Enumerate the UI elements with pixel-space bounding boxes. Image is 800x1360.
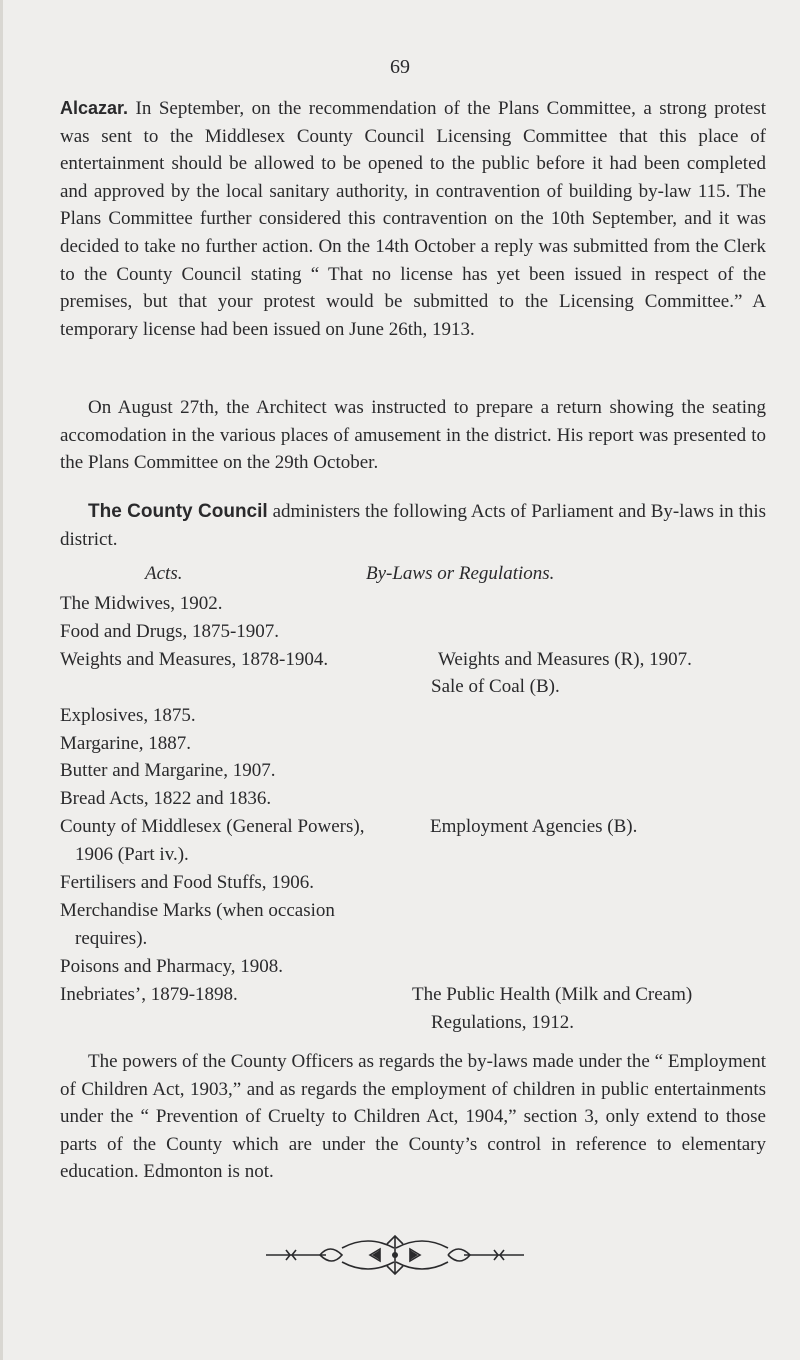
alcazar-heading: Alcazar. (60, 98, 129, 118)
spacer (60, 674, 400, 702)
act-item-continuation: requires). (75, 927, 148, 949)
powers-paragraph: The powers of the County Officers as regards the by-laws made under the “ Employment of Children Act, 1903,” and as regards the employment of children in public entertainments under the “ Prevention of Cruelty to Children Act, 1904,” section 3, only extend to those parts of the County which are under the County’s control in reference to elementary education. Edmonton is not. (60, 1051, 766, 1183)
bylaw-item: Sale of Coal (B). (431, 676, 560, 697)
bylaw-item: Weights and Measures (R), 1907. (438, 649, 692, 670)
act-item: Inebriates’, 1879-1898. (60, 983, 238, 1005)
county-council-text: administers the following Acts of Parliament and By-laws in this district. (60, 501, 767, 550)
act-item: Food and Drugs, 1875-1907. (60, 620, 280, 642)
alcazar-text: In September, on the recommendation of the Plans Committee, a strong protest was sent to the Middlesex County Council Licensing Committee that this place of entertainment should be allowed to be opened to the public before it had been completed and approved by the local sanitary authority, in contravention of building by-law 115. The Plans Committee further considered this contravention on the 10th September, and it was decided to take no further action. On the 14th October a reply was submitted from the Clerk to the County Council stating “ That no license has yet been issued in respect of the premises, but that your protest would be submitted to the Licensing Committee.” A temporary license had been issued on June 26th, 1913. (60, 98, 766, 340)
act-item: Butter and Margarine, 1907. (60, 760, 276, 782)
page-number: 69 (390, 56, 410, 78)
act-item: Bread Acts, 1822 and 1836. (60, 788, 272, 810)
binding-edge (0, 0, 3, 1360)
act-item: Merchandise Marks (when occasion (60, 899, 335, 921)
act-item: Weights and Measures, 1878-1904. (60, 648, 329, 670)
act-item-continuation: 1906 (Part iv.). (75, 844, 189, 866)
bylaw-item: The Public Health (Milk and Cream) (412, 984, 693, 1005)
act-item: Poisons and Pharmacy, 1908. (60, 955, 284, 977)
act-item: County of Middlesex (General Powers), (60, 816, 365, 838)
act-item: Fertilisers and Food Stuffs, 1906. (60, 872, 315, 894)
acts-list (60, 590, 400, 1009)
county-council-heading: The County Council (88, 501, 268, 522)
act-item: Explosives, 1875. (60, 704, 196, 726)
acts-column-heading: Acts. (145, 563, 183, 584)
bylaws-column-heading: By-Laws or Regulations. (366, 563, 555, 584)
seating-paragraph: On August 27th, the Architect was instructed to prepare a return showing the seating accomodation in the various places of amusement in the district. His report was presented to the Plans Committee on the 29th October. (60, 397, 766, 474)
bylaw-item-continuation: Regulations, 1912. (431, 1012, 575, 1033)
ornament-divider-icon (262, 1230, 528, 1280)
bylaw-item: Employment Agencies (B). (430, 816, 638, 837)
act-item: Margarine, 1887. (60, 732, 192, 754)
alcazar-paragraph (60, 95, 766, 343)
county-council-paragraph (60, 498, 766, 553)
act-item: The Midwives, 1902. (60, 593, 223, 614)
